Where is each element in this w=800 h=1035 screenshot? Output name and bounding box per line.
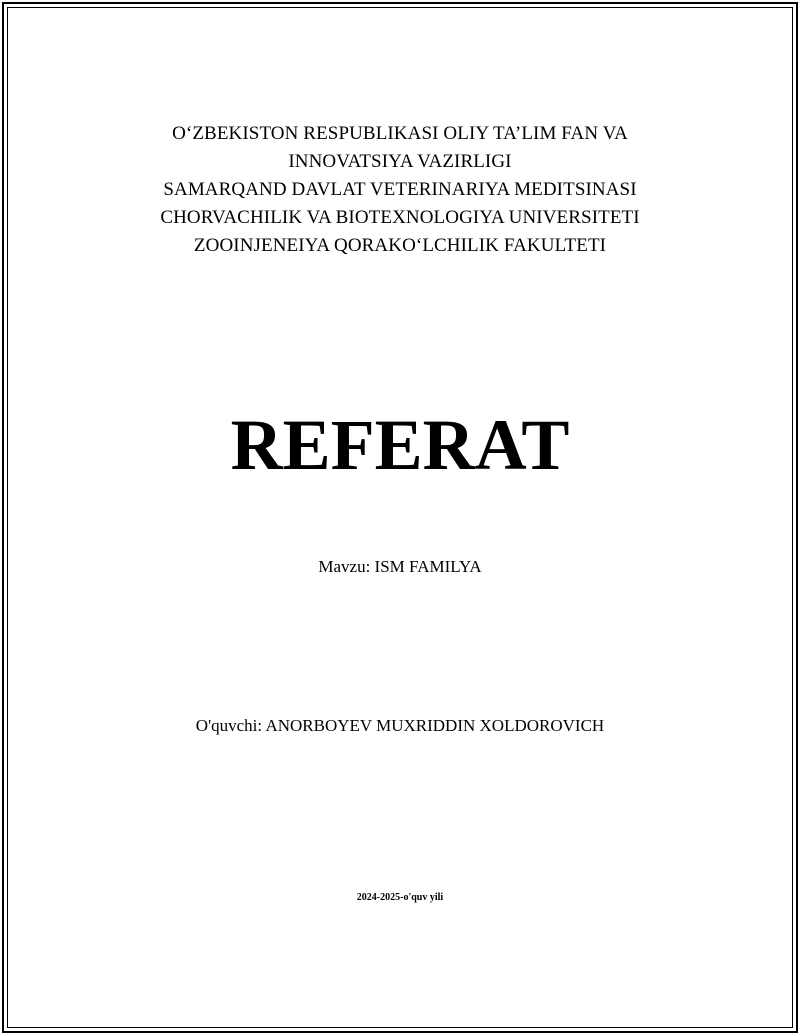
header-line-faculty: ZOOINJENEIYA QORAKO‘LCHILIK FAKULTETI xyxy=(193,235,607,256)
topic-line: Mavzu: ISM FAMILYA xyxy=(318,557,482,576)
academic-year: 2024-2025-o'quv yili xyxy=(356,892,444,903)
student-line: O'quvchi: ANORBOYEV MUXRIDDIN XOLDOROVICH xyxy=(195,716,605,735)
header-line-ministry-2: INNOVATSIYA VAZIRLIGI xyxy=(288,151,512,172)
institution-header xyxy=(0,120,800,260)
header-line-university-1: SAMARQAND DAVLAT VETERINARIYA MEDITSINASI xyxy=(163,179,637,200)
header-line-university-2: CHORVACHILIK VA BIOTEXNOLOGIYA UNIVERSITETI xyxy=(160,207,640,228)
document-title: REFERAT xyxy=(230,405,570,485)
header-line-ministry-1: O‘ZBEKISTON RESPUBLIKASI OLIY TA’LIM FAN VA xyxy=(172,123,628,144)
